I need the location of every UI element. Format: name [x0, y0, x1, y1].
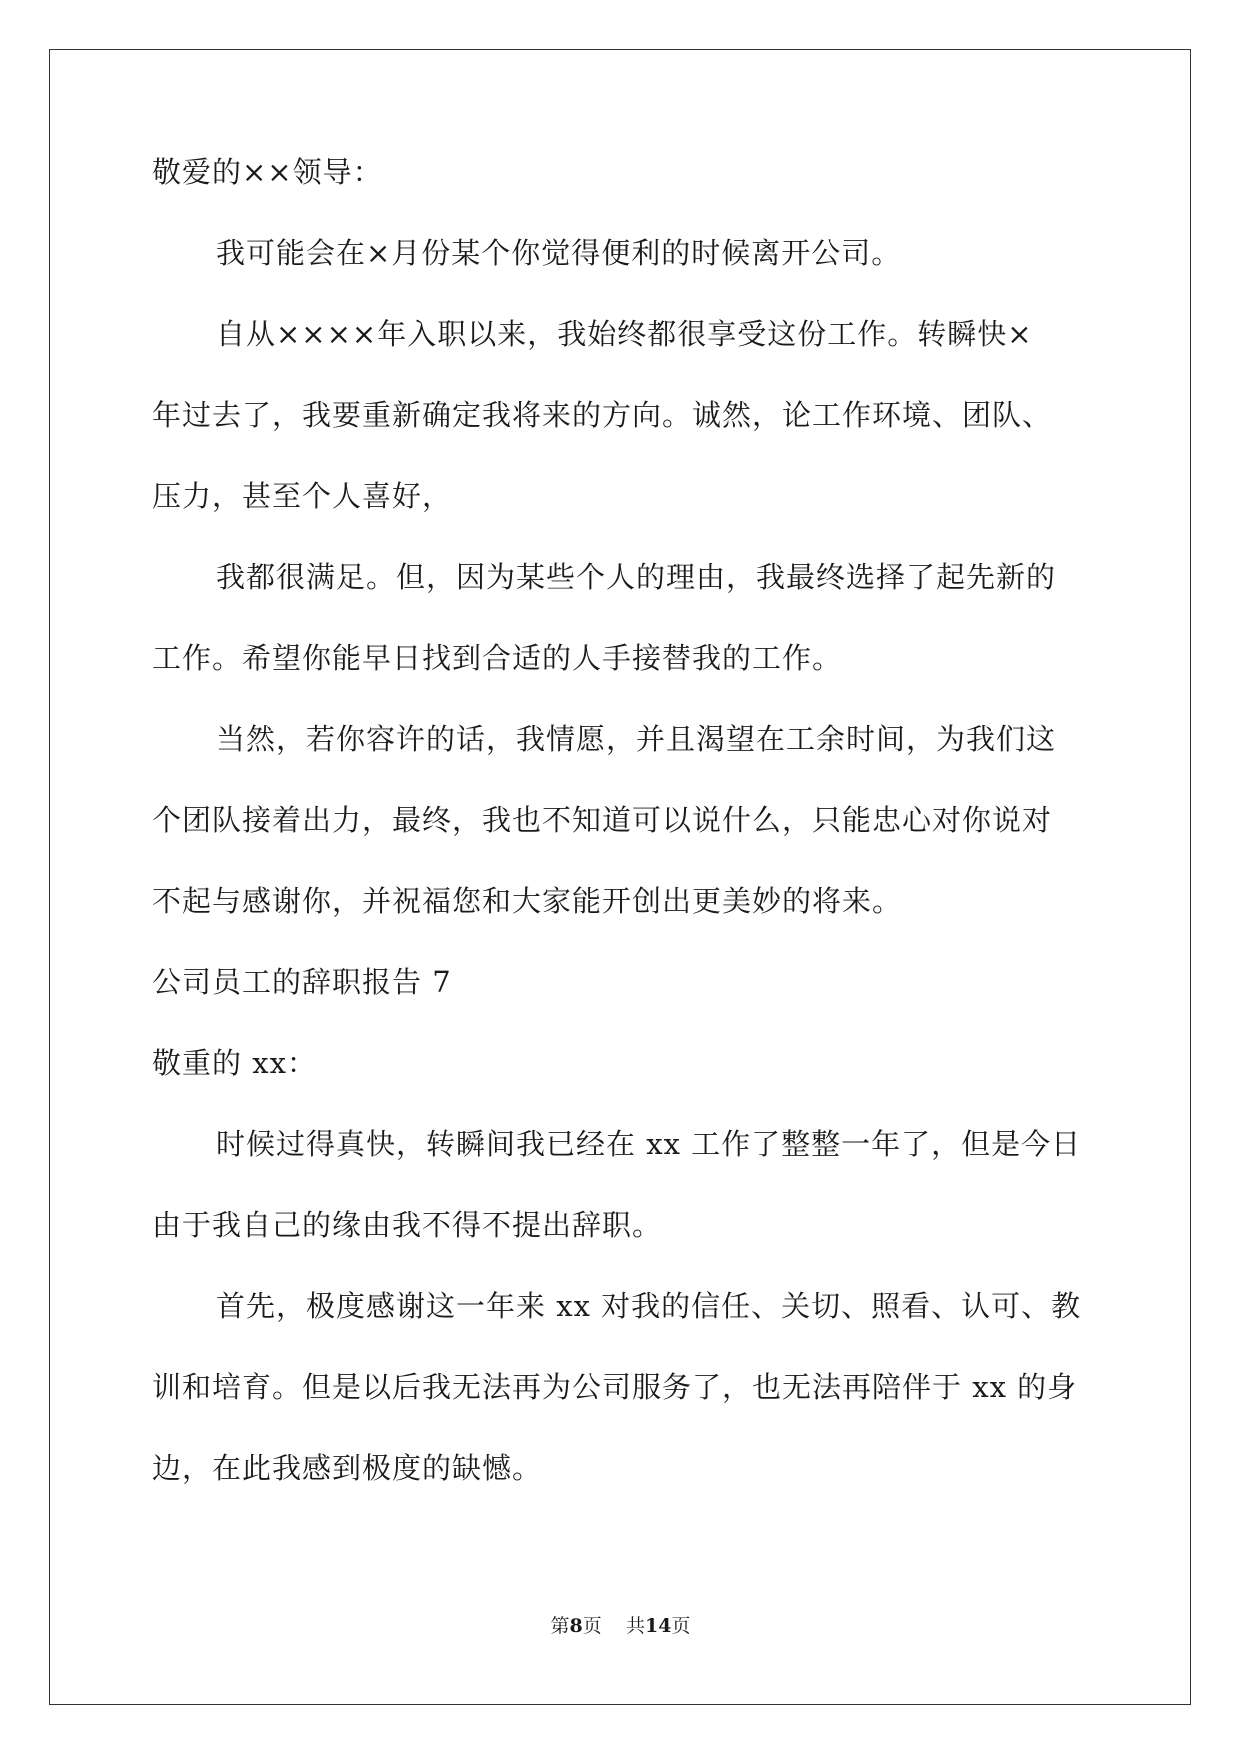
- page-prefix: 第: [550, 1615, 570, 1637]
- paragraph-line: 首先，极度感谢这一年来 xx 对我的信任、关切、照看、认可、教: [216, 1289, 1082, 1323]
- page-suffix: 页: [582, 1615, 602, 1637]
- paragraph-line: 边，在此我感到极度的缺憾。: [152, 1451, 543, 1485]
- salutation: 敬爱的××领导：: [152, 155, 383, 189]
- total-suffix: 页: [671, 1615, 691, 1637]
- salutation: 敬重的 xx：: [152, 1046, 317, 1080]
- total-pages: 14: [644, 1615, 672, 1637]
- paragraph-line: 由于我自己的缘由我不得不提出辞职。: [152, 1208, 663, 1242]
- paragraph-line: 不起与感谢你，并祝福您和大家能开创出更美妙的将来。: [152, 884, 903, 918]
- page-number: 8: [569, 1615, 583, 1637]
- paragraph-line: 自从××××年入职以来，我始终都很享受这份工作。转瞬快×: [216, 317, 1033, 351]
- paragraph-line: 当然，若你容许的话，我情愿，并且渴望在工余时间，为我们这: [216, 722, 1057, 756]
- paragraph-line: 个团队接着出力，最终，我也不知道可以说什么，只能忠心对你说对: [152, 803, 1053, 837]
- paragraph-line: 我可能会在×月份某个你觉得便利的时候离开公司。: [216, 236, 902, 270]
- paragraph-line: 我都很满足。但，因为某些个人的理由，我最终选择了起先新的: [216, 560, 1057, 594]
- paragraph-line: 年过去了，我要重新确定我将来的方向。诚然，论工作环境、团队、: [152, 398, 1053, 432]
- total-prefix: 共: [625, 1615, 645, 1637]
- paragraph-line: 时候过得真快，转瞬间我已经在 xx 工作了整整一年了，但是今日: [216, 1127, 1082, 1161]
- paragraph-line: 训和培育。但是以后我无法再为公司服务了，也无法再陪伴于 xx 的身: [152, 1370, 1078, 1404]
- paragraph-line: 压力，甚至个人喜好，: [152, 479, 453, 513]
- page-footer: [0, 1614, 1241, 1638]
- paragraph-line: 工作。希望你能早日找到合适的人手接替我的工作。: [152, 641, 843, 675]
- section-heading: 公司员工的辞职报告 7: [152, 965, 452, 999]
